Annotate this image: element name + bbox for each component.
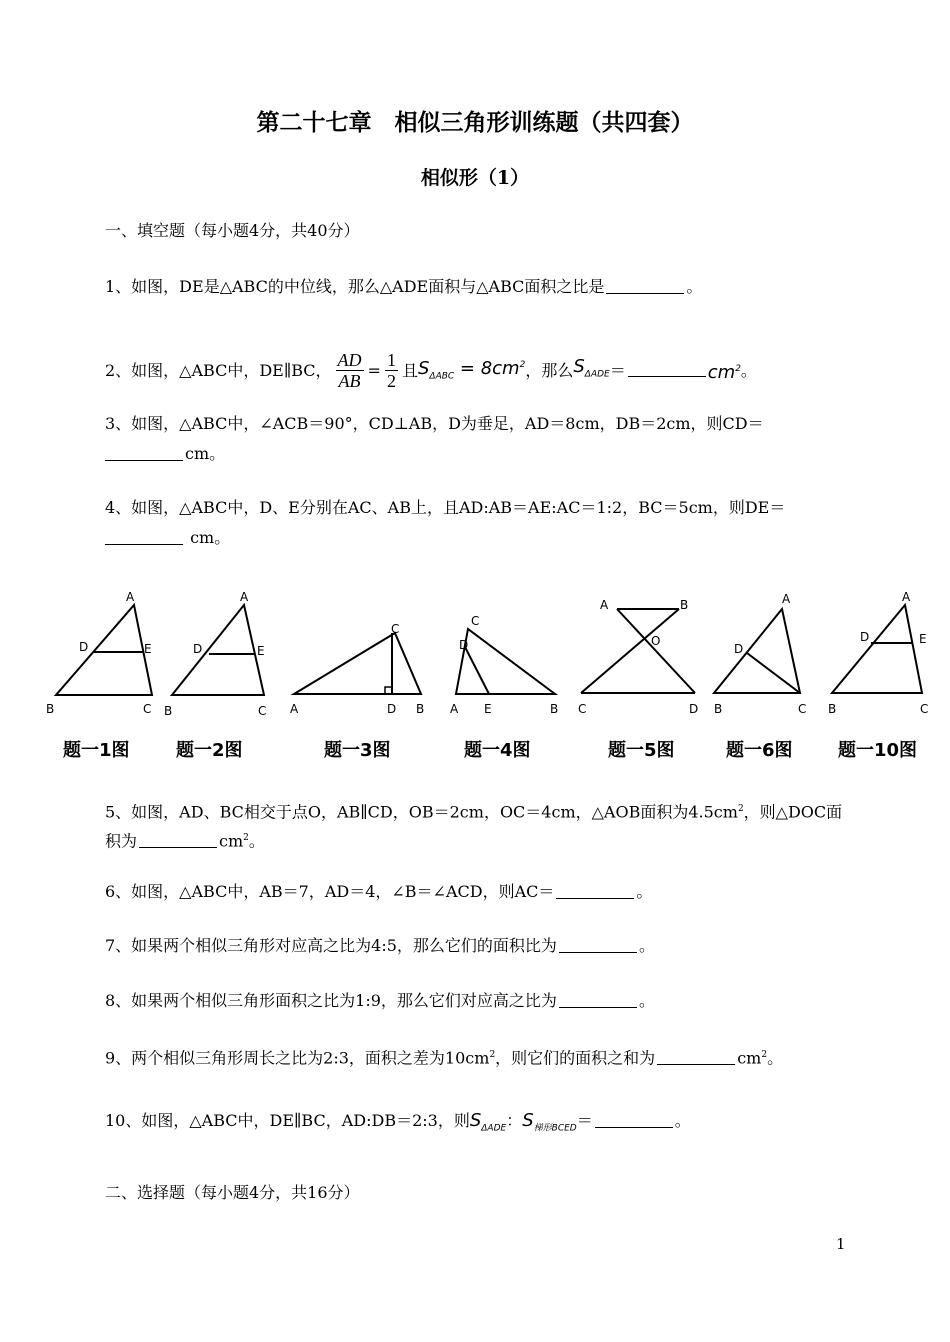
fig5-label-d: D [689, 702, 699, 716]
figure-6-triangle [714, 609, 800, 693]
fig1-label-c: C [143, 702, 152, 716]
fig4-label-b: B [550, 702, 559, 716]
figure-4-triangle [456, 629, 555, 694]
page-subtitle: 相似形（1） [420, 167, 530, 189]
fraction-half: $\frac{1}{2}$ [386, 350, 396, 392]
fig5-label-b: B [680, 598, 689, 612]
answer-blank[interactable] [139, 831, 217, 848]
caption-fig2: 题一2图 [176, 740, 243, 761]
answer-blank[interactable] [556, 882, 634, 899]
fig2-label-c: C [258, 704, 267, 718]
question-3-line1: 3、如图，△ABC中，∠ACB＝90°，CD⊥AB，D为垂足，AD＝8cm，DB＝2cm，则CD＝ [105, 414, 764, 433]
fig4-label-c: C [471, 614, 480, 628]
fig3-label-c: C [391, 622, 400, 636]
fig6-label-d: D [734, 642, 744, 656]
answer-blank[interactable] [657, 1048, 735, 1065]
fig5-label-c: C [578, 702, 587, 716]
caption-fig4: 题一4图 [464, 740, 531, 761]
question-5-line2: 积为 $cm^2$。 [105, 831, 265, 851]
answer-blank[interactable] [105, 528, 183, 545]
fig5-label-o: O [651, 634, 661, 648]
formula-s-ade-10: $S_{\Delta ADE}$ [469, 1110, 507, 1134]
fig6-label-c: C [798, 702, 807, 716]
question-8: 8、如果两个相似三角形面积之比为1:9，那么它们对应高之比为 。 [105, 991, 655, 1010]
fig10-label-a: A [902, 590, 911, 604]
fig5-label-a: A [600, 598, 609, 612]
figure-1-triangle [56, 605, 152, 695]
figure-4-de [465, 647, 489, 694]
formula-s-abc: $S_{\Delta ABC} = 8cm^2$ [417, 358, 526, 382]
answer-blank[interactable] [559, 991, 637, 1008]
caption-fig1: 题一1图 [63, 740, 130, 761]
caption-fig3: 题一3图 [324, 740, 391, 761]
fig2-label-a: A [240, 590, 249, 604]
answer-blank[interactable] [559, 936, 637, 953]
question-10: 10、如图，△ABC中，DE∥BC，AD:DB＝2:3，则$S_{\Delta ADE}$：$S_{梯形BCED}=$ 。 [105, 1110, 691, 1134]
fig2-label-d: D [193, 642, 203, 656]
page-title: 第二十七章 相似三角形训练题（共四套） [256, 109, 694, 136]
answer-blank[interactable] [606, 277, 684, 294]
fig6-label-a: A [782, 592, 791, 606]
question-1: 1、如图，DE是△ABC的中位线，那么△ADE面积与△ABC面积之比是 。 [105, 277, 703, 296]
question-5-line1: 5、如图，AD、BC相交于点O，AB∥CD，OB＝2cm，OC＝4cm，△AOB面积为$4.5cm^2$，则△DOC面 [105, 802, 843, 822]
figure-3-triangle [294, 633, 421, 694]
question-7: 7、如果两个相似三角形对应高之比为4:5，那么它们的面积比为 。 [105, 936, 655, 955]
figure-3-right-angle [385, 687, 392, 694]
caption-fig5: 题一5图 [608, 740, 675, 761]
caption-fig10: 题一10图 [838, 740, 918, 761]
fig4-label-e: E [484, 702, 492, 716]
question-9: 9、两个相似三角形周长之比为2:3，面积之差为$10cm^2$，则它们的面积之和为 $cm^2$。 [105, 1048, 784, 1068]
question-4-line2: cm。 [105, 527, 230, 549]
question-6: 6、如图，△ABC中，AB＝7，AD＝4，∠B＝∠ACD，则AC＝ 。 [105, 882, 653, 901]
fig1-label-a: A [126, 590, 135, 604]
fig3-label-b: B [416, 702, 425, 716]
fig10-label-d: D [860, 630, 870, 644]
page-number: 1 [836, 1235, 846, 1253]
fig1-label-e: E [144, 642, 152, 656]
figure-2-triangle [172, 605, 264, 695]
fig2-label-e: E [257, 644, 265, 658]
fig3-label-d: D [387, 702, 397, 716]
caption-fig6: 题一6图 [726, 740, 793, 761]
fig1-label-b: B [46, 702, 55, 716]
section-fill-in: 一、填空题（每小题4分，共40分） [105, 221, 360, 240]
fig3-label-a: A [290, 702, 299, 716]
answer-blank[interactable] [105, 444, 183, 461]
section-multiple-choice: 二、选择题（每小题4分，共16分） [105, 1183, 360, 1202]
fig1-label-d: D [79, 640, 89, 654]
question-2: 2、如图，△ABC中，DE∥BC， $\frac{AD}{AB}$ = $\frac{1}{2}$ 且$S_{\Delta ABC} = 8cm^2$，那么$S_{\Delta ADE}= cm^2$。 [105, 350, 757, 392]
figures-row [0, 585, 950, 725]
figure-10-triangle [832, 605, 922, 693]
fig2-label-b: B [164, 704, 173, 718]
formula-s-ade: $S_{\Delta ADE}$ [573, 356, 610, 380]
fraction-ad-ab: $\frac{AD}{AB}$ [337, 350, 362, 392]
question-3-line2: cm。 [105, 443, 225, 465]
fig10-label-b: B [828, 702, 837, 716]
answer-blank[interactable] [595, 1111, 673, 1128]
fig10-label-c: C [920, 702, 929, 716]
fig4-label-a: A [450, 702, 459, 716]
fig6-label-b: B [714, 702, 723, 716]
question-4-line1: 4、如图，△ABC中，D、E分别在AC、AB上，且AD:AB＝AE:AC＝1:2，BC＝5cm，则DE＝ [105, 498, 786, 517]
fig4-label-d: D [459, 638, 469, 652]
answer-blank[interactable] [628, 360, 706, 377]
fig10-label-e: E [919, 632, 927, 646]
formula-s-trapezoid: $S_{梯形BCED}$ [522, 1110, 577, 1134]
